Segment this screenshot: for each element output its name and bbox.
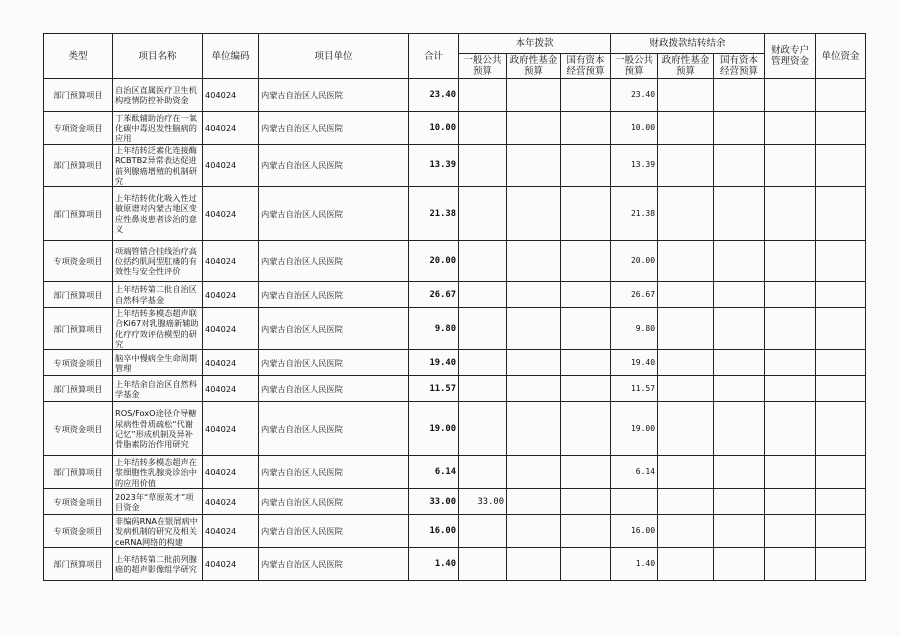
cy-gov-fund-cell <box>507 515 561 548</box>
carry-state-capital-cell <box>714 112 765 145</box>
header-unit-code: 单位编码 <box>203 34 259 79</box>
cy-general-cell <box>459 515 507 548</box>
total-cell: 19.40 <box>409 350 459 376</box>
type-cell: 部门预算项目 <box>44 308 113 350</box>
carry-general-cell: 20.00 <box>611 241 658 282</box>
special-account-cell <box>765 350 816 376</box>
project-unit-cell: 内蒙古自治区人民医院 <box>259 376 409 402</box>
unit-code-cell: 404024 <box>203 79 259 112</box>
special-account-cell <box>765 308 816 350</box>
cy-general-cell <box>459 456 507 489</box>
type-cell: 专项资金项目 <box>44 515 113 548</box>
cy-gov-fund-cell <box>507 282 561 308</box>
type-cell: 专项资金项目 <box>44 489 113 515</box>
project-name-cell: 项端管错合挂线治疗高位括约肌间型肛瘘的有效性与安全性评价 <box>113 241 203 282</box>
project-name-cell: 2023年“草原英才”项目资金 <box>113 489 203 515</box>
total-cell: 6.14 <box>409 456 459 489</box>
cy-gov-fund-cell <box>507 489 561 515</box>
project-name-cell: 上年结余自治区自然科学基金 <box>113 376 203 402</box>
type-cell: 专项资金项目 <box>44 112 113 145</box>
type-cell: 部门预算项目 <box>44 79 113 112</box>
cy-state-capital-cell <box>561 376 611 402</box>
total-cell: 20.00 <box>409 241 459 282</box>
type-cell: 部门预算项目 <box>44 282 113 308</box>
unit-code-cell: 404024 <box>203 402 259 456</box>
cy-general-cell <box>459 282 507 308</box>
project-name-cell: 自治区直属医疗卫生机构疫情防控补助资金 <box>113 79 203 112</box>
unit-funds-cell <box>816 241 866 282</box>
carry-state-capital-cell <box>714 282 765 308</box>
total-cell: 11.57 <box>409 376 459 402</box>
cy-state-capital-cell <box>561 79 611 112</box>
special-account-cell <box>765 112 816 145</box>
carry-state-capital-cell <box>714 548 765 581</box>
header-current-year: 本年拨款 <box>459 34 611 54</box>
cy-general-cell <box>459 241 507 282</box>
table-row <box>44 350 866 376</box>
carry-general-cell: 16.00 <box>611 515 658 548</box>
table-row <box>44 515 866 548</box>
total-cell: 33.00 <box>409 489 459 515</box>
project-unit-cell: 内蒙古自治区人民医院 <box>259 241 409 282</box>
project-unit-cell: 内蒙古自治区人民医院 <box>259 145 409 187</box>
header-project-name: 项目名称 <box>113 34 203 79</box>
cy-state-capital-cell <box>561 515 611 548</box>
project-unit-cell: 内蒙古自治区人民医院 <box>259 282 409 308</box>
special-account-cell <box>765 456 816 489</box>
carry-general-cell: 23.40 <box>611 79 658 112</box>
unit-funds-cell <box>816 145 866 187</box>
total-cell: 10.00 <box>409 112 459 145</box>
unit-funds-cell <box>816 350 866 376</box>
carry-general-cell: 26.67 <box>611 282 658 308</box>
special-account-cell <box>765 282 816 308</box>
carry-general-cell: 1.40 <box>611 548 658 581</box>
unit-funds-cell <box>816 376 866 402</box>
project-unit-cell: 内蒙古自治区人民医院 <box>259 456 409 489</box>
type-cell: 部门预算项目 <box>44 376 113 402</box>
table-row <box>44 456 866 489</box>
carry-state-capital-cell <box>714 187 765 241</box>
cy-gov-fund-cell <box>507 350 561 376</box>
budget-table <box>43 33 866 581</box>
carry-state-capital-cell <box>714 489 765 515</box>
project-name-cell: 上年结转泛素化连接酶RCBTB2异常表达促进前列腺癌增殖的机制研究 <box>113 145 203 187</box>
type-cell: 专项资金项目 <box>44 402 113 456</box>
cy-state-capital-cell <box>561 187 611 241</box>
cy-general-cell <box>459 308 507 350</box>
total-cell: 23.40 <box>409 79 459 112</box>
carry-state-capital-cell <box>714 79 765 112</box>
carry-general-cell: 11.57 <box>611 376 658 402</box>
cy-state-capital-cell <box>561 402 611 456</box>
carry-general-cell: 21.38 <box>611 187 658 241</box>
unit-funds-cell <box>816 112 866 145</box>
carry-general-cell <box>611 489 658 515</box>
table-row <box>44 308 866 350</box>
project-unit-cell: 内蒙古自治区人民医院 <box>259 308 409 350</box>
project-unit-cell: 内蒙古自治区人民医院 <box>259 402 409 456</box>
cy-general-cell: 33.00 <box>459 489 507 515</box>
cy-gov-fund-cell <box>507 402 561 456</box>
project-name-cell: 脑卒中慢病全生命周期管理 <box>113 350 203 376</box>
cy-state-capital-cell <box>561 282 611 308</box>
header-unit-funds: 单位资金 <box>816 34 866 79</box>
unit-code-cell: 404024 <box>203 308 259 350</box>
table-header <box>44 34 866 79</box>
cy-general-cell <box>459 79 507 112</box>
unit-funds-cell <box>816 308 866 350</box>
unit-code-cell: 404024 <box>203 145 259 187</box>
special-account-cell <box>765 376 816 402</box>
table-row <box>44 402 866 456</box>
carry-general-cell: 10.00 <box>611 112 658 145</box>
special-account-cell <box>765 489 816 515</box>
carry-state-capital-cell <box>714 376 765 402</box>
carry-gov-fund-cell <box>658 402 714 456</box>
cy-gov-fund-cell <box>507 187 561 241</box>
table-row <box>44 145 866 187</box>
unit-funds-cell <box>816 456 866 489</box>
cy-state-capital-cell <box>561 112 611 145</box>
type-cell: 专项资金项目 <box>44 241 113 282</box>
special-account-cell <box>765 241 816 282</box>
carry-gov-fund-cell <box>658 376 714 402</box>
type-cell: 部门预算项目 <box>44 145 113 187</box>
carry-gov-fund-cell <box>658 456 714 489</box>
carry-general-cell: 9.80 <box>611 308 658 350</box>
unit-code-cell: 404024 <box>203 489 259 515</box>
carry-gov-fund-cell <box>658 308 714 350</box>
carry-general-cell: 19.00 <box>611 402 658 456</box>
unit-code-cell: 404024 <box>203 282 259 308</box>
unit-funds-cell <box>816 402 866 456</box>
carry-gov-fund-cell <box>658 79 714 112</box>
header-cy-general: 一般公共预算 <box>459 54 507 79</box>
project-unit-cell: 内蒙古自治区人民医院 <box>259 112 409 145</box>
cy-general-cell <box>459 350 507 376</box>
total-cell: 21.38 <box>409 187 459 241</box>
project-name-cell: 上年结转第二批自治区自然科学基金 <box>113 282 203 308</box>
type-cell: 部门预算项目 <box>44 187 113 241</box>
carry-state-capital-cell <box>714 350 765 376</box>
carry-gov-fund-cell <box>658 187 714 241</box>
project-unit-cell: 内蒙古自治区人民医院 <box>259 548 409 581</box>
special-account-cell <box>765 402 816 456</box>
project-unit-cell: 内蒙古自治区人民医院 <box>259 79 409 112</box>
header-carry-general: 一般公共预算 <box>611 54 658 79</box>
table-row <box>44 548 866 581</box>
cy-state-capital-cell <box>561 350 611 376</box>
header-carry-gov-fund: 政府性基金预算 <box>658 54 714 79</box>
carry-gov-fund-cell <box>658 241 714 282</box>
project-name-cell: 非编码RNA在银屑病中发病机制的研究及相关ceRNA网络的构建 <box>113 515 203 548</box>
table-body <box>44 79 866 581</box>
cy-general-cell <box>459 376 507 402</box>
header-carry-state-capital: 国有资本经营预算 <box>714 54 765 79</box>
cy-gov-fund-cell <box>507 308 561 350</box>
unit-funds-cell <box>816 79 866 112</box>
total-cell: 13.39 <box>409 145 459 187</box>
carry-gov-fund-cell <box>658 548 714 581</box>
unit-code-cell: 404024 <box>203 241 259 282</box>
project-name-cell: 上年结转多模态超声联合Ki67对乳腺癌新辅助化疗疗效评估模型的研究 <box>113 308 203 350</box>
carry-state-capital-cell <box>714 145 765 187</box>
header-carryover: 财政拨款结转结余 <box>611 34 765 54</box>
carry-state-capital-cell <box>714 402 765 456</box>
total-cell: 1.40 <box>409 548 459 581</box>
carry-general-cell: 13.39 <box>611 145 658 187</box>
table-row <box>44 79 866 112</box>
project-name-cell: 上年结转优化吸入性过敏原谱对内蒙古地区变应性鼻炎患者诊治的意义 <box>113 187 203 241</box>
table-row <box>44 241 866 282</box>
unit-funds-cell <box>816 187 866 241</box>
table-row <box>44 187 866 241</box>
cy-state-capital-cell <box>561 489 611 515</box>
special-account-cell <box>765 515 816 548</box>
carry-gov-fund-cell <box>658 515 714 548</box>
cy-state-capital-cell <box>561 308 611 350</box>
table-row <box>44 112 866 145</box>
table-row <box>44 376 866 402</box>
header-cy-state-capital: 国有资本经营预算 <box>561 54 611 79</box>
cy-gov-fund-cell <box>507 112 561 145</box>
cy-gov-fund-cell <box>507 79 561 112</box>
header-cy-gov-fund: 政府性基金预算 <box>507 54 561 79</box>
header-special-account: 财政专户管理资金 <box>765 34 816 79</box>
carry-gov-fund-cell <box>658 350 714 376</box>
carry-gov-fund-cell <box>658 112 714 145</box>
cy-gov-fund-cell <box>507 548 561 581</box>
cy-state-capital-cell <box>561 241 611 282</box>
project-unit-cell: 内蒙古自治区人民医院 <box>259 350 409 376</box>
special-account-cell <box>765 548 816 581</box>
cy-general-cell <box>459 112 507 145</box>
unit-code-cell: 404024 <box>203 187 259 241</box>
total-cell: 9.80 <box>409 308 459 350</box>
cy-state-capital-cell <box>561 548 611 581</box>
header-total: 合计 <box>409 34 459 79</box>
project-name-cell: 上年结转第二批前列腺癌的超声影像组学研究 <box>113 548 203 581</box>
carry-gov-fund-cell <box>658 489 714 515</box>
carry-state-capital-cell <box>714 515 765 548</box>
special-account-cell <box>765 187 816 241</box>
carry-gov-fund-cell <box>658 145 714 187</box>
cy-general-cell <box>459 548 507 581</box>
special-account-cell <box>765 79 816 112</box>
cy-gov-fund-cell <box>507 376 561 402</box>
unit-code-cell: 404024 <box>203 456 259 489</box>
header-project-unit: 项目单位 <box>259 34 409 79</box>
unit-funds-cell <box>816 548 866 581</box>
type-cell: 专项资金项目 <box>44 350 113 376</box>
unit-funds-cell <box>816 489 866 515</box>
cy-state-capital-cell <box>561 456 611 489</box>
carry-state-capital-cell <box>714 308 765 350</box>
cy-general-cell <box>459 187 507 241</box>
table-row <box>44 282 866 308</box>
carry-general-cell: 19.40 <box>611 350 658 376</box>
cy-gov-fund-cell <box>507 145 561 187</box>
cy-general-cell <box>459 145 507 187</box>
cy-general-cell <box>459 402 507 456</box>
project-unit-cell: 内蒙古自治区人民医院 <box>259 187 409 241</box>
unit-funds-cell <box>816 282 866 308</box>
cy-gov-fund-cell <box>507 241 561 282</box>
cy-state-capital-cell <box>561 145 611 187</box>
project-name-cell: ROS/FoxO途径介导糖尿病性骨质疏松“代谢记忆”形成机制及异补骨脂素防治作用研究 <box>113 402 203 456</box>
total-cell: 19.00 <box>409 402 459 456</box>
project-unit-cell: 内蒙古自治区人民医院 <box>259 515 409 548</box>
carry-gov-fund-cell <box>658 282 714 308</box>
type-cell: 部门预算项目 <box>44 548 113 581</box>
project-unit-cell: 内蒙古自治区人民医院 <box>259 489 409 515</box>
header-type: 类型 <box>44 34 113 79</box>
unit-code-cell: 404024 <box>203 112 259 145</box>
cy-gov-fund-cell <box>507 456 561 489</box>
total-cell: 26.67 <box>409 282 459 308</box>
project-name-cell: 上年结转多模态超声在浆细胞性乳腺炎诊治中的应用价值 <box>113 456 203 489</box>
total-cell: 16.00 <box>409 515 459 548</box>
carry-general-cell: 6.14 <box>611 456 658 489</box>
unit-code-cell: 404024 <box>203 515 259 548</box>
carry-state-capital-cell <box>714 241 765 282</box>
type-cell: 部门预算项目 <box>44 456 113 489</box>
unit-code-cell: 404024 <box>203 350 259 376</box>
unit-funds-cell <box>816 515 866 548</box>
project-name-cell: 丁苯酞辅助治疗在一氧化碳中毒迟发性脑病的应用 <box>113 112 203 145</box>
unit-code-cell: 404024 <box>203 376 259 402</box>
carry-state-capital-cell <box>714 456 765 489</box>
special-account-cell <box>765 145 816 187</box>
unit-code-cell: 404024 <box>203 548 259 581</box>
table-row <box>44 489 866 515</box>
